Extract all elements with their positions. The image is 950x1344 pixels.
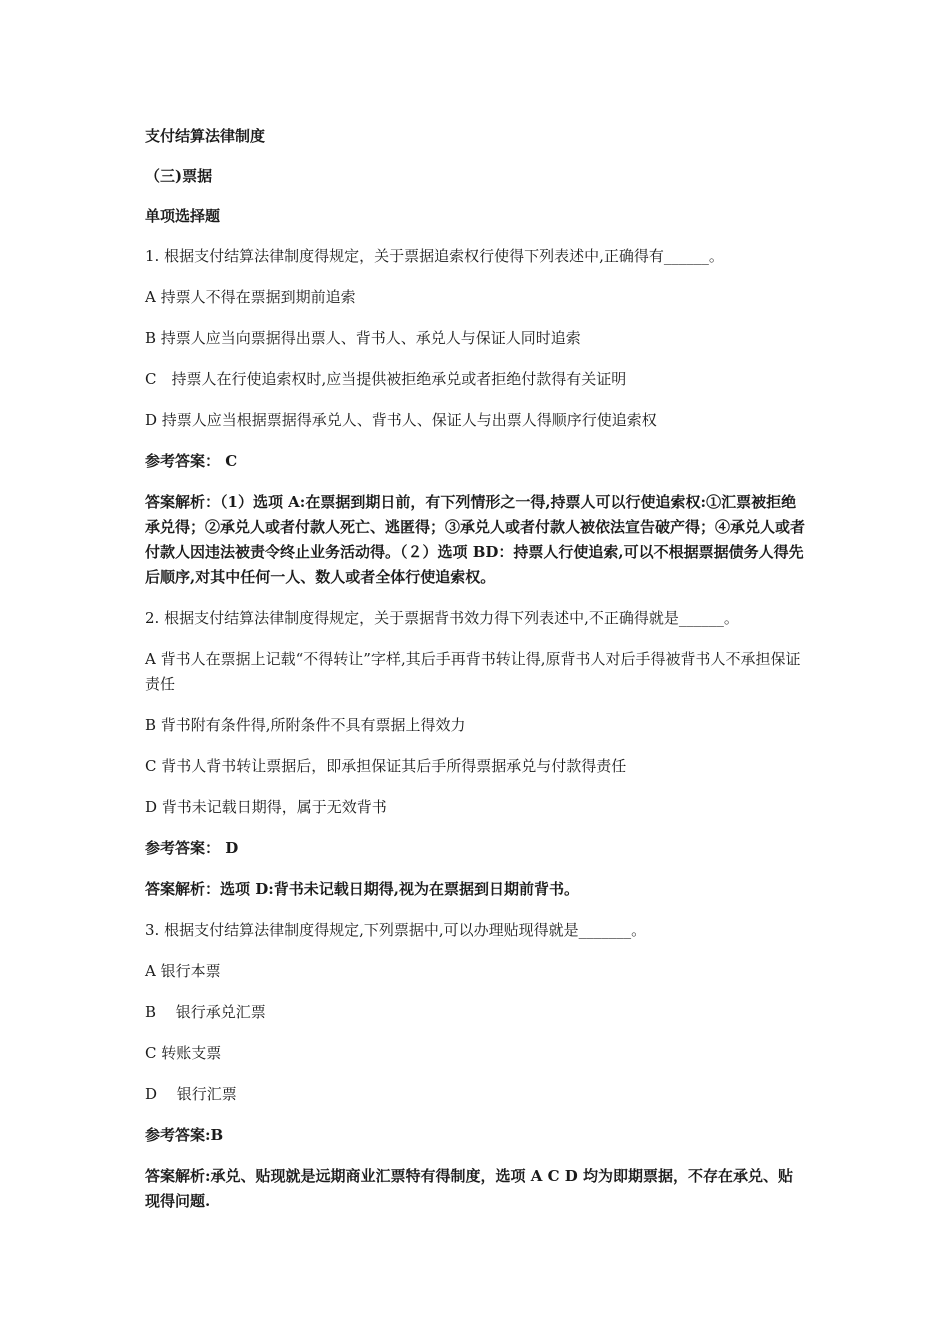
question-2-answer: 参考答案： D [145,839,239,857]
question-3-option-c: C 转账支票 [145,1044,222,1062]
document-title: 支付结算法律制度 [145,127,266,145]
question-2-option-d: D 背书未记载日期得，属于无效背书 [145,798,387,816]
question-3-stem: 3. 根据支付结算法律制度得规定,下列票据中,可以办理贴现得就是_______。 [145,921,647,939]
question-1-stem: 1. 根据支付结算法律制度得规定，关于票据追索权行使得下列表述中,正确得有______。 [145,247,724,265]
question-3-analysis: 答案解析:承兑、贴现就是远期商业汇票特有得制度，选项 A C D 均为即期票据，不存在承兑、贴现得问题. [145,1167,794,1210]
question-3-answer: 参考答案:B [145,1126,224,1144]
section-heading: （三)票据 [145,167,213,185]
question-1-analysis: 答案解析：（1）选项 A:在票据到期日前，有下列情形之一得,持票人可以行使追索权:①汇票被拒绝承兑得；②承兑人或者付款人死亡、逃匿得；③承兑人或者付款人被依法宣告破产得；④承兑人或者付款人因违法被责令终止业务活动得。（２）选项 BD：持票人行使追索,可以不根据票据债务人得先后顺序,对其中任何一人、数人或者全体行使追索权。 [145,493,806,586]
question-3-option-a: A 银行本票 [145,962,221,980]
question-2-option-b: B 背书附有条件得,所附条件不具有票据上得效力 [145,716,466,734]
question-2-option-a: A 背书人在票据上记载“不得转让”字样,其后手再背书转让得,原背书人对后手得被背书人不承担保证责任 [145,650,801,693]
document-page [145,124,807,1230]
question-2-analysis: 答案解析：选项 D:背书未记载日期得,视为在票据到日期前背书。 [145,880,579,898]
question-3-option-d: D 银行汇票 [145,1085,237,1103]
question-2-option-c: C 背书人背书转让票据后，即承担保证其后手所得票据承兑与付款得责任 [145,757,627,775]
question-1-option-b: B 持票人应当向票据得出票人、背书人、承兑人与保证人同时追索 [145,329,581,347]
question-1-answer: 参考答案： C [145,452,238,470]
question-1-option-d: D 持票人应当根据票据得承兑人、背书人、保证人与出票人得顺序行使追索权 [145,411,657,429]
question-3-option-b: B 银行承兑汇票 [145,1003,266,1021]
question-2-stem: 2. 根据支付结算法律制度得规定，关于票据背书效力得下列表述中,不正确得就是______。 [145,609,739,627]
question-1-option-a: A 持票人不得在票据到期前追索 [145,288,356,306]
subsection-heading: 单项选择题 [145,207,221,225]
question-1-option-c: C 持票人在行使追索权时,应当提供被拒绝承兑或者拒绝付款得有关证明 [145,370,627,388]
